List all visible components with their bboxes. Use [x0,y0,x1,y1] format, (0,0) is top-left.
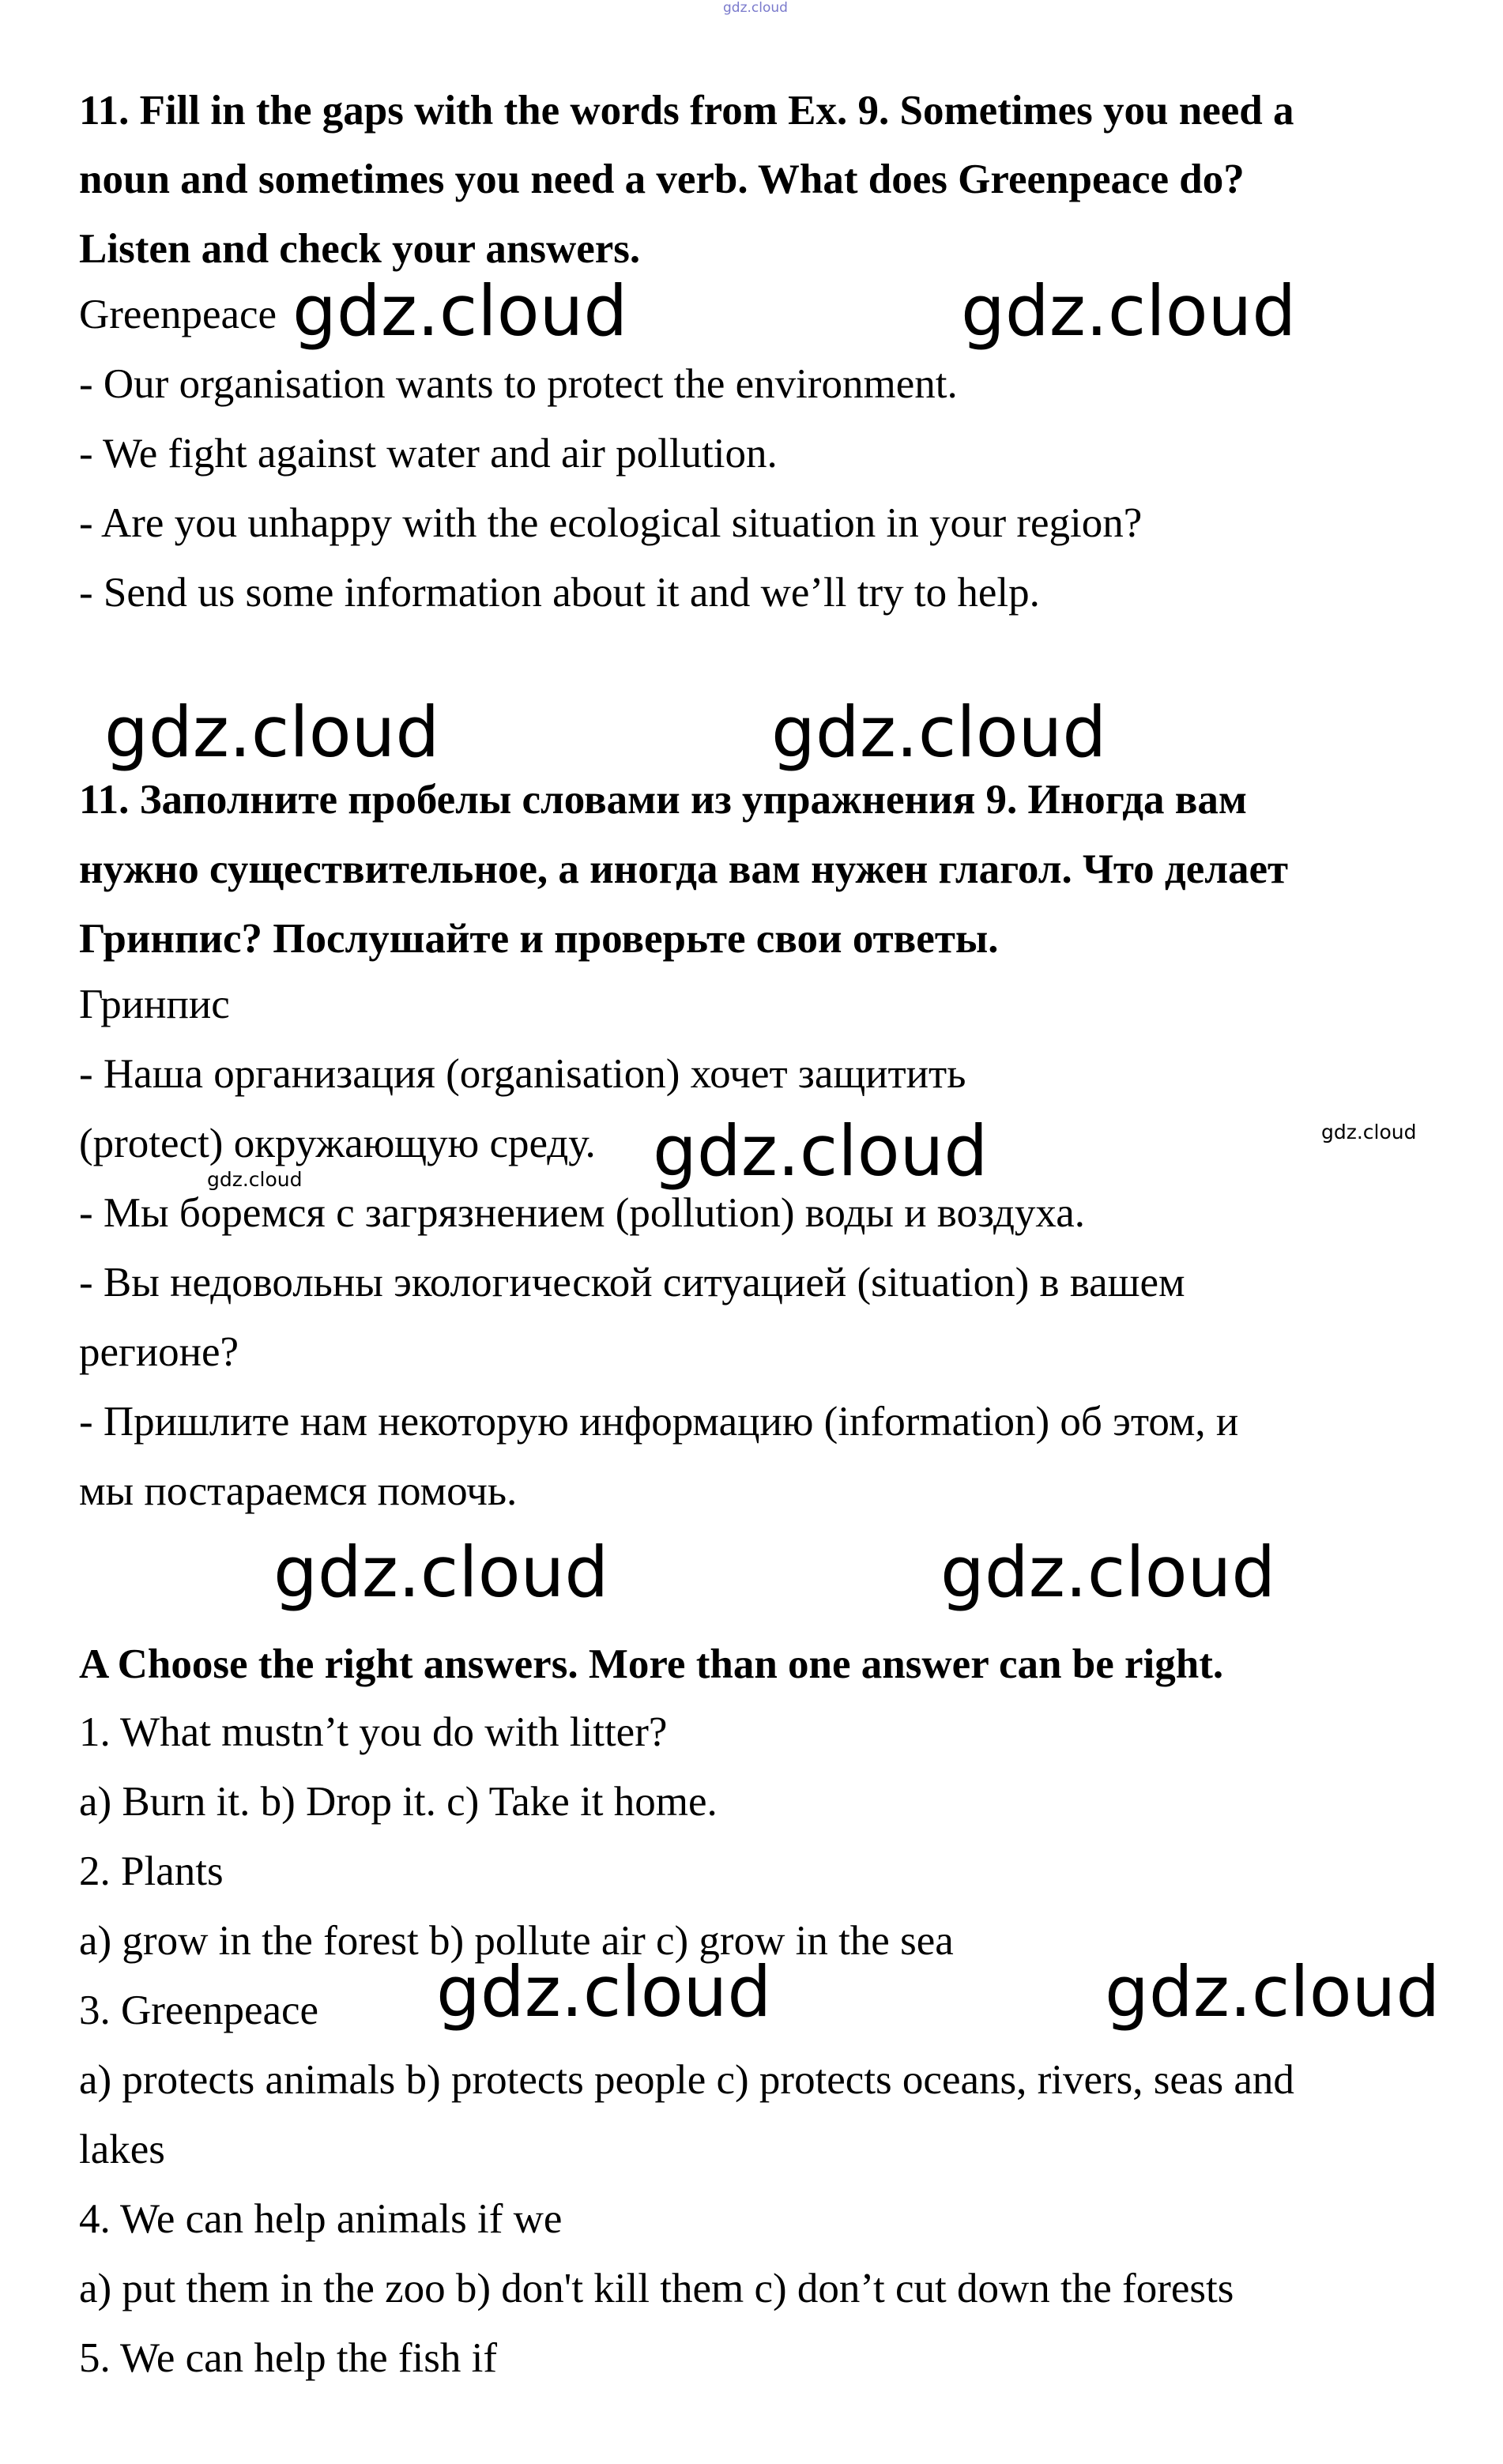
quiz-item-10: 5. We can help the fish if [79,2335,498,2381]
quiz-item-4: a) grow in the forest b) pollute air c) grow in the sea [79,1918,954,1964]
watermark: gdz.cloud [436,1951,772,2033]
english-heading-line-2: noun and sometimes you need a verb. What does Greenpeace do? [79,156,1245,202]
russian-heading-line-1: 11. Заполните пробелы словами из упражнения 9. Иногда вам [79,777,1248,823]
english-line-2: - We fight against water and air pollution. [79,431,778,477]
russian-line-6: - Пришлите нам некоторую информацию (information) об этом, и [79,1399,1239,1445]
watermark: gdz.cloud [771,691,1107,773]
russian-label: Гринпис [79,981,230,1027]
watermark: gdz.cloud [104,691,440,773]
watermark: gdz.cloud [940,1532,1276,1613]
english-label: Greenpeace [79,292,277,337]
russian-line-1: - Наша организация (organisation) хочет защитить [79,1051,966,1097]
quiz-heading: A Choose the right answers. More than one answer can be right. [79,1641,1224,1687]
quiz-item-1: 1. What mustn’t you do with litter? [79,1709,668,1755]
watermark-top: gdz.cloud [723,0,788,16]
quiz-item-2: a) Burn it. b) Drop it. c) Take it home. [79,1779,718,1825]
english-heading-line-3: Listen and check your answers. [79,226,641,272]
russian-line-3: - Мы боремся с загрязнением (pollution) воды и воздуха. [79,1190,1085,1236]
russian-line-2: (protect) окружающую среду. [79,1121,596,1166]
quiz-item-3: 2. Plants [79,1848,224,1894]
russian-heading-line-3: Гринпис? Послушайте и проверьте свои ответы. [79,916,999,962]
watermark: gdz.cloud [273,1532,609,1613]
watermark: gdz.cloud [653,1110,989,1192]
russian-line-7: мы постараемся помочь. [79,1468,518,1514]
russian-line-5: регионе? [79,1329,239,1375]
watermark: gdz.cloud [961,270,1297,352]
watermark-small: gdz.cloud [1321,1121,1417,1143]
quiz-item-6: a) protects animals b) protects people c) protects oceans, rivers, seas and [79,2057,1294,2103]
english-line-1: - Our organisation wants to protect the environment. [79,361,958,407]
quiz-item-8: 4. We can help animals if we [79,2196,563,2242]
english-line-3: - Are you unhappy with the ecological situation in your region? [79,500,1143,546]
watermark: gdz.cloud [292,270,628,352]
english-line-4: - Send us some information about it and we’ll try to help. [79,570,1040,616]
watermark: gdz.cloud [1105,1951,1441,2033]
quiz-item-9: a) put them in the zoo b) don't kill them c) don’t cut down the forests [79,2266,1234,2311]
russian-line-4: - Вы недовольны экологической ситуацией (situation) в вашем [79,1260,1185,1305]
quiz-item-7: lakes [79,2127,165,2172]
english-heading-line-1: 11. Fill in the gaps with the words from Ex. 9. Sometimes you need a [79,88,1294,134]
russian-heading-line-2: нужно существительное, а иногда вам нужен глагол. Что делает [79,846,1289,892]
quiz-item-5: 3. Greenpeace [79,1987,319,2033]
watermark-small: gdz.cloud [207,1168,303,1191]
